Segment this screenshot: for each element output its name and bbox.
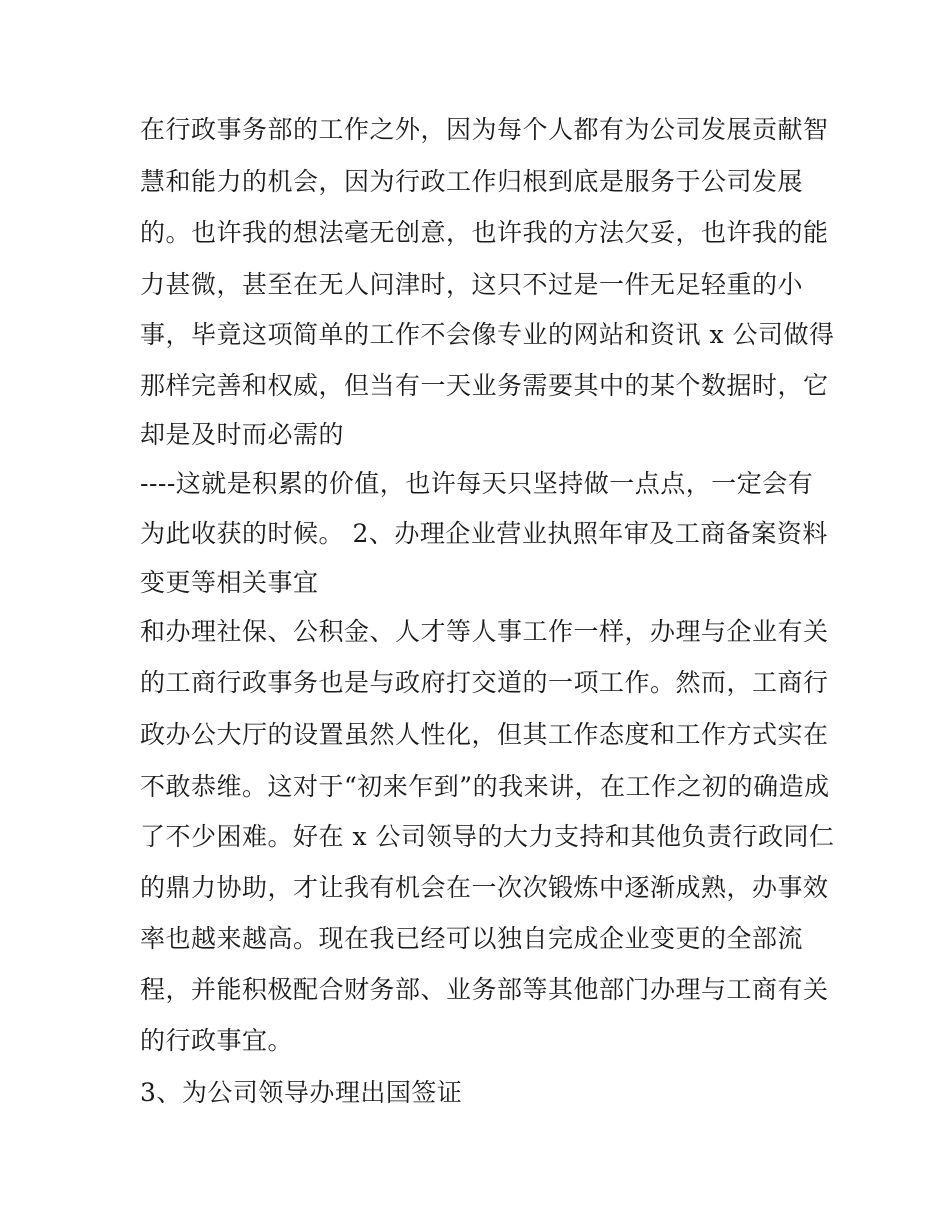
text-line: ----这就是积累的价值，也许每天只坚持做一点点，一定会有 [140, 469, 814, 498]
text-line: 程，并能积极配合财务部、业务部等其他部门办理与工商有关 [140, 975, 829, 1004]
text-line: 的工商行政事务也是与政府打交道的一项工作。然而，工商行 [140, 668, 829, 697]
text-line: 事，毕竟这项简单的工作不会像专业的网站和资讯 x 公司做得 [140, 320, 835, 349]
text-line: 不敢恭维。这对于“初来乍到”的我来讲，在工作之初的确造成 [140, 772, 830, 801]
text-line: 在行政事务部的工作之外，因为每个人都有为公司发展贡献智 [140, 115, 829, 144]
text-line: 政办公大厅的设置虽然人性化，但其工作态度和工作方式实在 [140, 720, 829, 749]
text-line: 的。也许我的想法毫无创意，也许我的方法欠妥，也许我的能 [140, 218, 829, 247]
text-line: 却是及时而必需的 [140, 420, 345, 449]
text-line: 率也越来越高。现在我已经可以独自完成企业变更的全部流 [140, 924, 804, 953]
text-line: 力甚微，甚至在无人问津时，这只不过是一件无足轻重的小 [140, 270, 804, 299]
text-line: 为此收获的时候。 2、办理企业营业执照年审及工商备案资料 [140, 519, 828, 548]
text-line: 了不少困难。好在 x 公司领导的大力支持和其他负责行政同仁 [140, 822, 835, 851]
text-line: 和办理社保、公积金、人才等人事工作一样，办理与企业有关 [140, 617, 829, 646]
text-line: 慧和能力的机会，因为行政工作归根到底是服务于公司发展 [140, 167, 804, 196]
section-heading: 3、为公司领导办理出国签证 [140, 1078, 463, 1107]
text-line: 那样完善和权威，但当有一天业务需要其中的某个数据时，它 [140, 371, 829, 400]
text-line: 的行政事宜。 [140, 1026, 294, 1055]
text-line: 的鼎力协助，才让我有机会在一次次锻炼中逐渐成熟，办事效 [140, 873, 829, 902]
text-line: 变更等相关事宜 [140, 568, 319, 597]
